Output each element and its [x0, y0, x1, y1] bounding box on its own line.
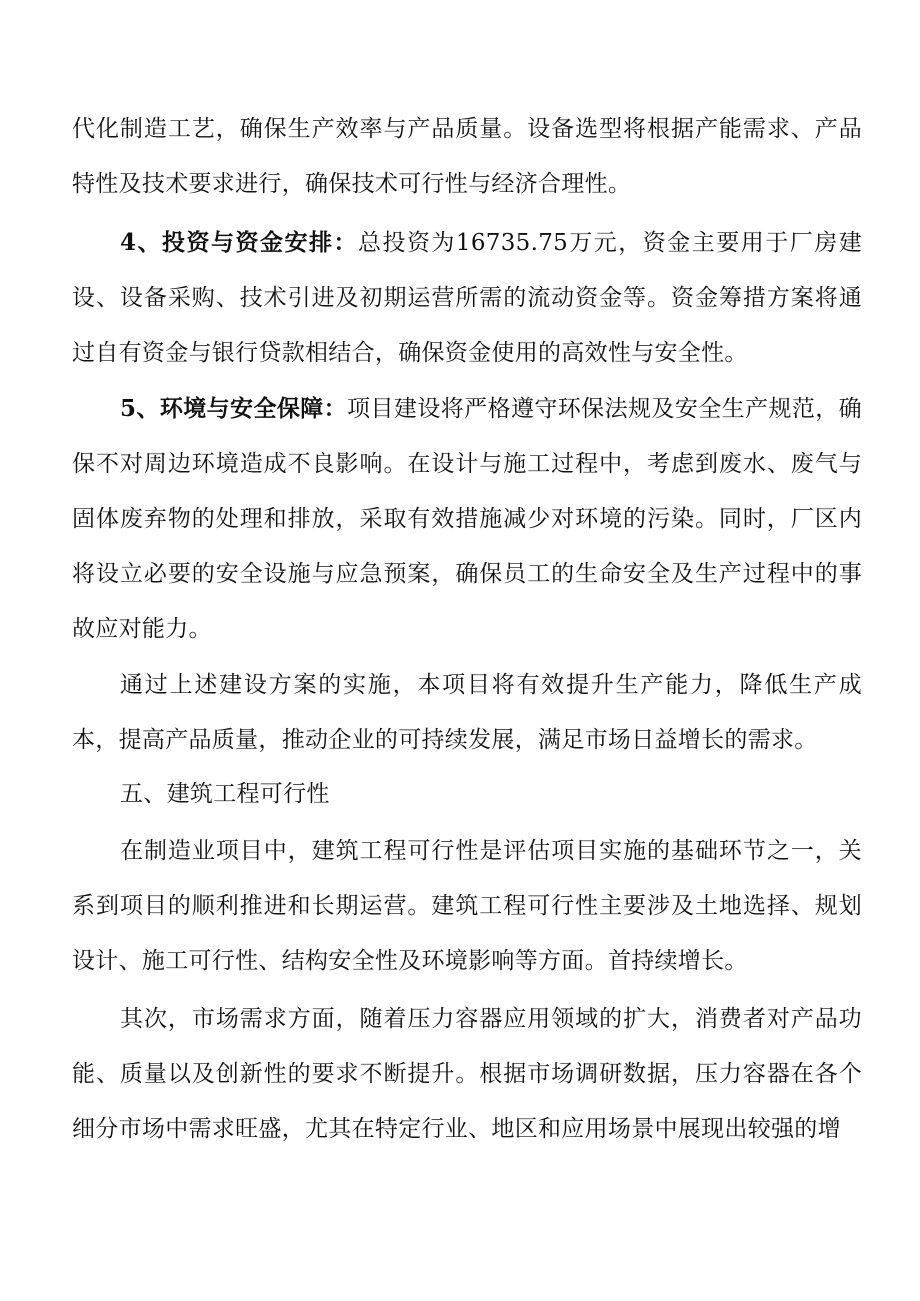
paragraph-lead-environment: 5、环境与安全保障： [120, 395, 348, 422]
paragraph-body-environment: 项目建设将严格遵守环保法规及安全生产规范，确保不对周边环境造成不良影响。在设计与施工过程中，考虑到废水、废气与固体废弃物的处理和排放，采取有效措施减少对环境的污染。同时，厂区内将设立必要的安全设施与应急预案，确保员工的生命安全及生产过程中的事故应对能力。 [72, 396, 862, 642]
paragraph-body-investment: 总投资为16735.75万元，资金主要用于厂房建设、设备采购、技术引进及初期运营所需的流动资金等。资金筹措方案将通过自有资金与银行贷款相结合，确保资金使用的高效性与安全性。 [72, 230, 862, 366]
paragraph-lead-investment: 4、投资与资金安排： [120, 229, 358, 256]
paragraph-summary: 通过上述建设方案的实施，本项目将有效提升生产能力，降低生产成本，提高产品质量，推动企业的可持续发展，满足市场日益增长的需求。 [72, 672, 862, 753]
paragraph-continuation: 代化制造工艺，确保生产效率与产品质量。设备选型将根据产能需求、产品特性及技术要求进行，确保技术可行性与经济合理性。 [72, 116, 862, 197]
paragraph-investment [72, 215, 862, 381]
paragraph-construction-feasibility: 在制造业项目中，建筑工程可行性是评估项目实施的基础环节之一，关系到项目的顺利推进和长期运营。建筑工程可行性主要涉及土地选择、规划设计、施工可行性、结构安全性及环境影响等方面。首持续增长。 [72, 838, 862, 974]
section-heading: 五、建筑工程可行性 [120, 781, 330, 807]
paragraph-market-demand: 其次，市场需求方面，随着压力容器应用领域的扩大，消费者对产品功能、质量以及创新性的要求不断提升。根据市场调研数据，压力容器在各个细分市场中需求旺盛，尤其在特定行业、地区和应用场景中展现出较强的增 [72, 1006, 862, 1142]
paragraph-environment-safety [72, 381, 862, 657]
